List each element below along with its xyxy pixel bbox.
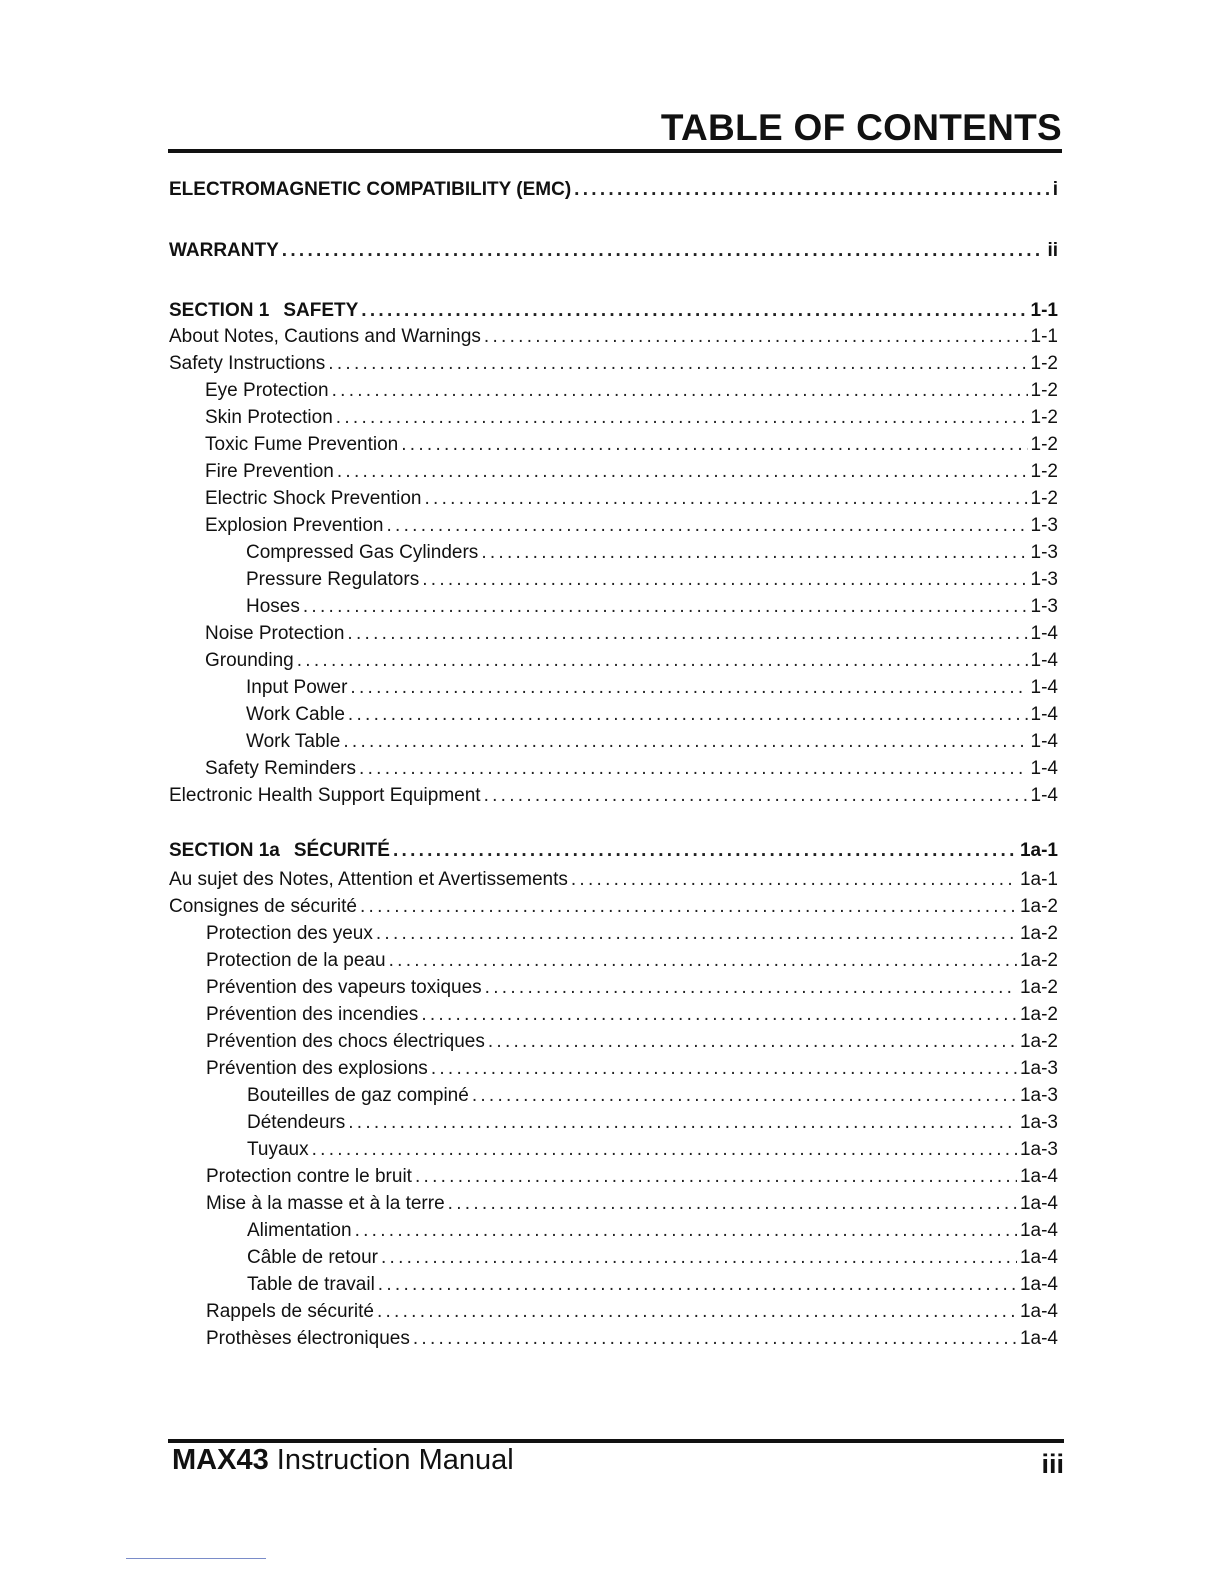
- toc-section-number: SECTION 1: [169, 300, 270, 321]
- toc-entry-text: Explosion Prevention: [205, 515, 384, 536]
- toc-page-number: 1a-1: [1019, 869, 1058, 890]
- toc-page-number: 1a-3: [1019, 1058, 1058, 1079]
- toc-entry-text: SAFETY: [283, 300, 359, 321]
- toc-entry-label: [205, 460, 334, 484]
- toc-page-number: 1a-4: [1019, 1166, 1058, 1187]
- toc-entry: [247, 1273, 1058, 1297]
- toc-entry-label: [206, 1030, 485, 1054]
- toc-entry-text: WARRANTY: [169, 240, 279, 261]
- toc-entry-label: [206, 1300, 374, 1324]
- toc-entry-text: Toxic Fume Prevention: [205, 434, 399, 455]
- toc-page-number: 1a-1: [1019, 840, 1058, 861]
- toc-page-number: 1a-3: [1019, 1085, 1058, 1106]
- toc-entry: [205, 622, 1058, 646]
- toc-page-number: 1a-2: [1019, 896, 1058, 917]
- toc-entry: [206, 1165, 1058, 1189]
- toc-entry: [246, 676, 1058, 700]
- toc-entry-text: Protection de la peau: [206, 950, 386, 971]
- toc-entry-label: [169, 178, 571, 202]
- toc-dot-leader: [282, 239, 1045, 263]
- toc-entry: [246, 595, 1058, 619]
- toc-entry-label: [169, 239, 279, 263]
- toc-entry-text: Work Cable: [246, 704, 345, 725]
- scan-mark: [126, 1558, 266, 1559]
- toc-entry-text: Protection des yeux: [206, 923, 373, 944]
- toc-entry-label: [169, 895, 357, 919]
- toc-dot-leader: [297, 649, 1028, 673]
- toc-page-number: 1-3: [1030, 569, 1058, 590]
- toc-dot-leader: [332, 379, 1028, 403]
- toc-entry: [169, 299, 1058, 323]
- toc-page-number: 1-4: [1030, 677, 1058, 698]
- toc-entry: [206, 1300, 1058, 1324]
- page-title: TABLE OF CONTENTS: [660, 107, 1062, 148]
- toc-entry-text: Noise Protection: [205, 623, 345, 644]
- toc-dot-leader: [355, 1219, 1017, 1243]
- toc-entry-label: [205, 379, 329, 403]
- toc-dot-leader: [484, 325, 1028, 349]
- toc-entry-label: [247, 1246, 378, 1270]
- toc-entry-text: Prothèses électroniques: [206, 1328, 410, 1349]
- toc-entry: [247, 1111, 1058, 1135]
- toc-page-number: 1a-4: [1019, 1328, 1058, 1349]
- toc-entry-text: Protection contre le bruit: [206, 1166, 412, 1187]
- toc-entry: [205, 379, 1058, 403]
- toc-entry-label: [246, 568, 419, 592]
- toc-page-number: ii: [1047, 240, 1058, 261]
- toc-dot-leader: [336, 406, 1028, 430]
- toc-entry-label: [205, 622, 344, 646]
- toc-page-number: i: [1052, 179, 1058, 200]
- toc-dot-leader: [378, 1273, 1017, 1297]
- toc-page-number: 1-4: [1030, 704, 1058, 725]
- toc-page-number: 1-1: [1030, 326, 1058, 347]
- toc-entry: [246, 541, 1058, 565]
- toc-page-number: 1-4: [1030, 731, 1058, 752]
- toc-page-number: 1a-4: [1019, 1193, 1058, 1214]
- toc-entry-text: Câble de retour: [247, 1247, 378, 1268]
- toc-page-number: 1a-2: [1019, 1004, 1058, 1025]
- toc-entry-text: Fire Prevention: [205, 461, 334, 482]
- toc-entry: [169, 895, 1058, 919]
- toc-entry-label: [246, 541, 478, 565]
- footer-manual-title: [172, 1442, 514, 1478]
- toc-entry: [206, 1003, 1058, 1027]
- toc-entry-label: [206, 1003, 418, 1027]
- footer-model: MAX43: [172, 1444, 269, 1476]
- toc-dot-leader: [387, 514, 1028, 538]
- toc-dot-leader: [413, 1327, 1017, 1351]
- toc-entry: [169, 839, 1058, 863]
- toc-page-number: 1-3: [1030, 515, 1058, 536]
- toc-page-number: 1a-3: [1019, 1112, 1058, 1133]
- toc-dot-leader: [401, 433, 1027, 457]
- toc-page-number: 1a-4: [1019, 1247, 1058, 1268]
- toc-entry-label: [205, 433, 398, 457]
- toc-entry-text: SÉCURITÉ: [293, 840, 390, 861]
- toc-entry-text: Compressed Gas Cylinders: [246, 542, 479, 563]
- toc-dot-leader: [422, 568, 1027, 592]
- toc-page-number: 1-4: [1030, 758, 1058, 779]
- toc-entry-label: [206, 949, 386, 973]
- toc-dot-leader: [348, 703, 1028, 727]
- toc-dot-leader: [448, 1192, 1017, 1216]
- toc-dot-leader: [360, 895, 1017, 919]
- toc-entry-text: Input Power: [246, 677, 348, 698]
- toc-page-number: 1-4: [1030, 785, 1058, 806]
- toc-entry: [169, 868, 1058, 892]
- toc-entry: [205, 649, 1058, 673]
- toc-page-number: 1-2: [1030, 434, 1058, 455]
- toc-dot-leader: [359, 757, 1028, 781]
- toc-entry-label: [247, 1219, 352, 1243]
- toc-entry: [206, 1057, 1058, 1081]
- toc-page-number: 1a-2: [1019, 977, 1058, 998]
- toc-page-number: 1-4: [1030, 623, 1058, 644]
- toc-dot-leader: [472, 1084, 1017, 1108]
- toc-page-number: 1a-4: [1019, 1301, 1058, 1322]
- toc-entry-label: [169, 868, 568, 892]
- toc-entry: [206, 1327, 1058, 1351]
- toc-entry-text: Work Table: [246, 731, 341, 752]
- toc-entry-text: About Notes, Cautions and Warnings: [169, 326, 481, 347]
- toc-dot-leader: [312, 1138, 1017, 1162]
- toc-entry-label: [206, 1165, 412, 1189]
- toc-entry-text: Prévention des incendies: [206, 1004, 419, 1025]
- toc-entry: [169, 325, 1058, 349]
- toc-dot-leader: [481, 541, 1027, 565]
- toc-dot-leader: [343, 730, 1027, 754]
- toc-entry: [247, 1138, 1058, 1162]
- toc-page-number: 1-4: [1030, 650, 1058, 671]
- toc-page-number: 1a-3: [1019, 1139, 1058, 1160]
- toc-entry-text: Hoses: [246, 596, 300, 617]
- toc-dot-leader: [361, 299, 1027, 323]
- toc-entry-text: Rappels de sécurité: [206, 1301, 374, 1322]
- toc-page-number: 1-3: [1030, 542, 1058, 563]
- toc-entry-text: Prévention des vapeurs toxiques: [206, 977, 482, 998]
- toc-entry-text: Pressure Regulators: [246, 569, 420, 590]
- toc-entry-label: [247, 1084, 469, 1108]
- toc-entry-text: Mise à la masse et à la terre: [206, 1193, 445, 1214]
- toc-section-number: SECTION 1a: [169, 840, 280, 861]
- toc-page-number: 1a-2: [1019, 923, 1058, 944]
- toc-entry-label: [205, 757, 356, 781]
- toc-dot-leader: [377, 1300, 1017, 1324]
- toc-entry-label: [246, 730, 340, 754]
- toc-entry-label: [205, 406, 333, 430]
- toc-entry: [206, 922, 1058, 946]
- toc-page-number: 1-1: [1030, 300, 1058, 321]
- toc-entry-text: Electronic Health Support Equipment: [169, 785, 481, 806]
- toc-dot-leader: [574, 178, 1050, 202]
- toc-page-number: 1a-4: [1019, 1274, 1058, 1295]
- toc-page-number: 1-2: [1030, 407, 1058, 428]
- toc-entry: [206, 1030, 1058, 1054]
- toc-entry-label: [246, 703, 345, 727]
- toc-entry-label: [206, 976, 482, 1000]
- toc-page-number: 1-2: [1030, 380, 1058, 401]
- toc-dot-leader: [348, 1111, 1017, 1135]
- toc-dot-leader: [571, 868, 1017, 892]
- toc-entry-text: Electric Shock Prevention: [205, 488, 422, 509]
- toc-entry-text: Prévention des chocs électriques: [206, 1031, 485, 1052]
- toc-entry-label: [205, 487, 422, 511]
- toc-dot-leader: [484, 784, 1028, 808]
- toc-page-number: 1a-4: [1019, 1220, 1058, 1241]
- toc-entry: [247, 1246, 1058, 1270]
- toc-entry: [206, 1192, 1058, 1216]
- toc-entry-label: [206, 1192, 445, 1216]
- toc-entry-label: [169, 352, 325, 376]
- toc-dot-leader: [389, 949, 1017, 973]
- toc-entry: [246, 568, 1058, 592]
- toc-dot-leader: [337, 460, 1028, 484]
- toc-entry: [169, 784, 1058, 808]
- toc-entry: [205, 433, 1058, 457]
- toc-page-number: 1-2: [1030, 488, 1058, 509]
- toc-entry: [247, 1219, 1058, 1243]
- toc-entry-label: [246, 676, 347, 700]
- toc-entry-label: [169, 325, 481, 349]
- toc-entry-label: [206, 1327, 410, 1351]
- toc-dot-leader: [381, 1246, 1017, 1270]
- toc-entry-text: Détendeurs: [247, 1112, 346, 1133]
- toc-entry-text: Alimentation: [247, 1220, 352, 1241]
- toc-entry-text: Tuyaux: [247, 1139, 309, 1160]
- toc-page-number: 1-2: [1030, 461, 1058, 482]
- toc-entry: [206, 949, 1058, 973]
- toc-entry-text: Consignes de sécurité: [169, 896, 357, 917]
- toc-entry: [206, 976, 1058, 1000]
- toc-entry-text: Safety Instructions: [169, 353, 326, 374]
- toc-page-number: 1a-2: [1019, 1031, 1058, 1052]
- toc-entry: [205, 406, 1058, 430]
- footer-page-number: iii: [1041, 1449, 1064, 1479]
- toc-entry: [247, 1084, 1058, 1108]
- toc-dot-leader: [393, 839, 1017, 863]
- toc-entry-label: [246, 595, 300, 619]
- toc-entry-text: ELECTROMAGNETIC COMPATIBILITY (EMC): [169, 179, 572, 200]
- toc-dot-leader: [488, 1030, 1017, 1054]
- toc-entry-text: Eye Protection: [205, 380, 329, 401]
- toc-entry-text: Table de travail: [247, 1274, 375, 1295]
- toc-entry-text: Safety Reminders: [205, 758, 357, 779]
- toc-page-number: 1a-2: [1019, 950, 1058, 971]
- toc-entry-text: Bouteilles de gaz compiné: [247, 1085, 469, 1106]
- toc-entry-label: [206, 922, 373, 946]
- toc-entry-label: [205, 514, 384, 538]
- toc-entry: [205, 757, 1058, 781]
- toc-entry-label: [169, 839, 390, 863]
- toc-dot-leader: [328, 352, 1027, 376]
- toc-dot-leader: [425, 487, 1028, 511]
- toc-entry-text: Au sujet des Notes, Attention et Avertissements: [169, 869, 568, 890]
- toc-dot-leader: [431, 1057, 1017, 1081]
- toc-entry-text: Skin Protection: [205, 407, 333, 428]
- toc-entry-text: Grounding: [205, 650, 294, 671]
- toc-dot-leader: [485, 976, 1017, 1000]
- toc-entry-label: [247, 1138, 309, 1162]
- toc-entry: [205, 460, 1058, 484]
- toc-entry: [205, 514, 1058, 538]
- toc-entry-text: Prévention des explosions: [206, 1058, 428, 1079]
- toc-dot-leader: [376, 922, 1017, 946]
- toc-entry: [169, 352, 1058, 376]
- toc-dot-leader: [347, 622, 1027, 646]
- toc-dot-leader: [415, 1165, 1017, 1189]
- toc-dot-leader: [303, 595, 1028, 619]
- toc-entry: [169, 239, 1058, 263]
- toc-entry: [169, 178, 1058, 202]
- toc-entry-label: [205, 649, 294, 673]
- toc-entry-label: [247, 1273, 375, 1297]
- toc-dot-leader: [421, 1003, 1017, 1027]
- toc-entry: [205, 487, 1058, 511]
- toc-page-number: 1-3: [1030, 596, 1058, 617]
- toc-entry: [246, 730, 1058, 754]
- toc-page-number: 1-2: [1030, 353, 1058, 374]
- toc-entry: [246, 703, 1058, 727]
- toc-entry-label: [247, 1111, 345, 1135]
- toc-entry-label: [169, 784, 481, 808]
- toc-dot-leader: [350, 676, 1027, 700]
- toc-entry-label: [206, 1057, 428, 1081]
- toc-entry-label: [169, 299, 358, 323]
- footer-manual-label: Instruction Manual: [276, 1444, 514, 1476]
